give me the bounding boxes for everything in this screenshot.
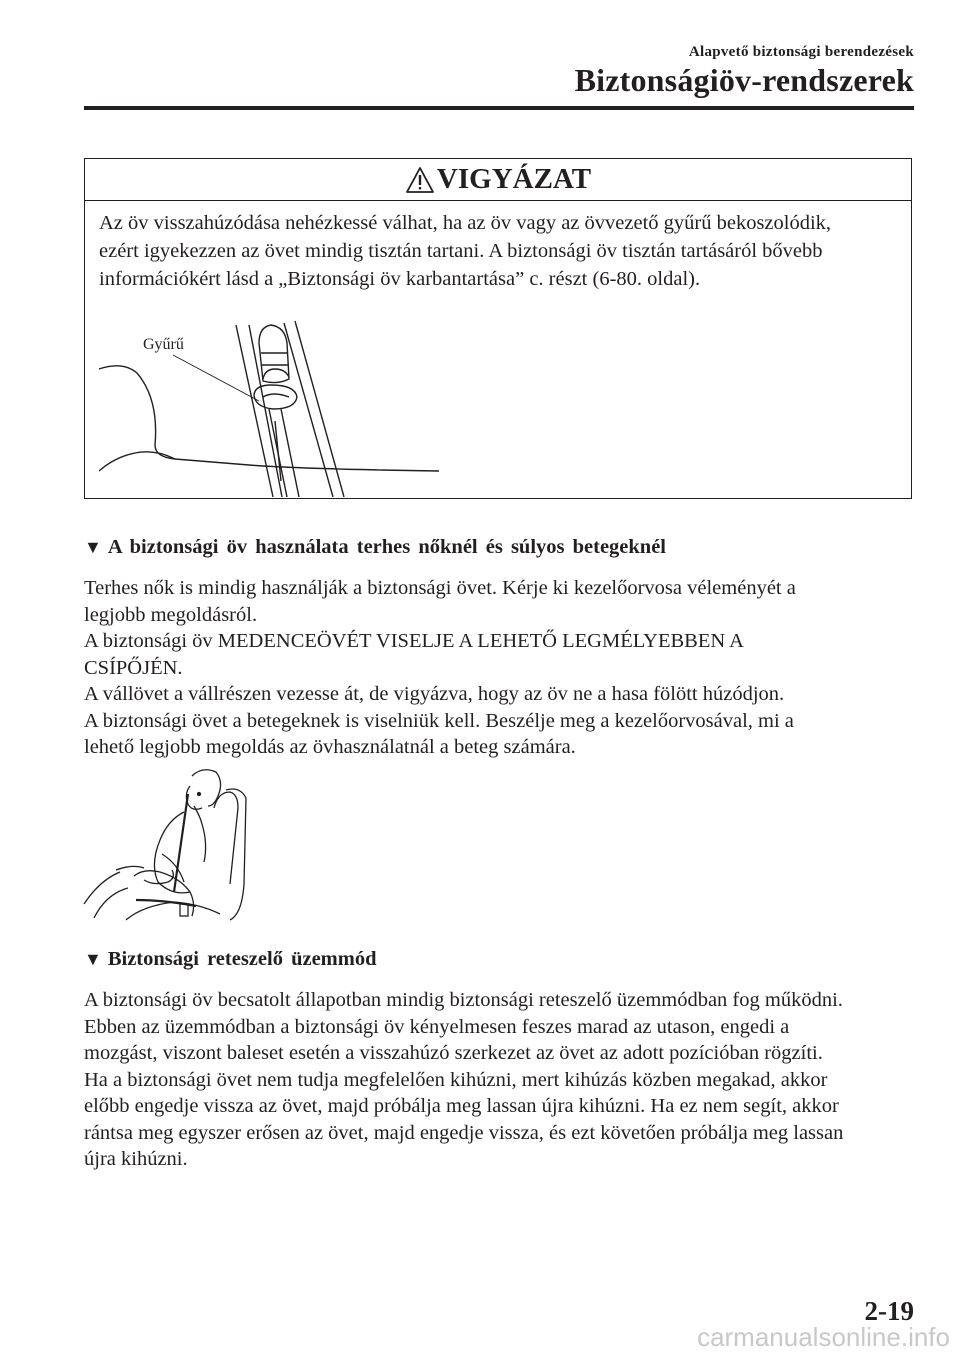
text-line: A biztonsági övet a betegeknek is viselniük kell. Beszélje meg a kezelőorvosával, mi a [84,709,794,732]
text-line: előbb engedje vissza az övet, majd próbálja meg lassan újra kihúzni. Ha ez nem segít, akkor [84,1095,839,1117]
page-title: Biztonságiöv-rendszerek [574,62,914,98]
warning-text [99,209,899,293]
watermark: carmanualsonline.info [697,1322,950,1352]
section-heading-locking-mode: ▼ Biztonsági reteszelő üzemmód [84,948,377,970]
text-line: újra kihúzni. [84,1148,188,1170]
text-line: Ha a biztonsági övet nem tudja megfelelően kihúzni, mert kihúzás közben megakad, akkor [84,1068,828,1091]
text-line: lehető legjobb megoldás az övhasználatnál a beteg számára. [84,736,576,758]
pregnant-passenger-figure [80,764,260,924]
text-line: mozgást, viszont baleset esetén a visszahúzó szerkezet az övet az adott pozícióban rögzíti. [84,1042,823,1064]
warning-line: Az öv visszahúzódása nehézkessé válhat, ha az öv vagy az övvezető gyűrű bekoszolódik, [99,212,832,234]
text-line: Terhes nők is mindig használják a biztonsági övet. Kérje ki kezelőorvosa véleményét a [84,577,796,599]
header-rule [84,106,914,110]
text-line: CSÍPŐJÉN. [84,656,183,679]
text-line: A biztonsági öv MEDENCEÖVÉT VISELJE A LEHETŐ LEGMÉLYEBBEN A [84,630,744,652]
pregnancy-paragraph [84,575,919,761]
section-heading-pregnancy: ▼ A biztonsági öv használata terhes nőknél és súlyos betegeknél [84,536,666,558]
ring-label: Gyűrű [143,336,184,353]
header-section: Alapvető biztonsági berendezések [688,44,914,60]
text-line: A vállövet a vállrészen vezesse át, de vigyázva, hogy az öv ne a hasa fölött húzódjon. [84,683,785,705]
locking-mode-paragraph [84,987,919,1173]
warning-heading [85,159,911,201]
text-line: Ebben az üzemmódban a biztonsági öv kényelmesen feszes marad az utason, engedi a [84,1015,790,1038]
text-line: rántsa meg egyszer erősen az övet, majd engedje vissza, és ezt követően próbálja meg lassan [84,1121,844,1144]
section-marker-icon: ▼ [84,537,102,557]
text-line: A biztonsági öv becsatolt állapotban mindig biztonsági reteszelő üzemmódban fog működni. [84,989,843,1011]
warning-line: ezért igyekezzen az övet mindig tisztán tartani. A biztonsági öv tisztán tartásáról bővebb [99,240,823,262]
warning-box [84,158,912,499]
warning-heading-text: VIGYÁZAT [436,163,592,195]
section-marker-icon: ▼ [84,949,102,969]
seatbelt-ring-figure [99,311,439,497]
text-line: legjobb megoldásról. [84,603,258,626]
page-number: 2-19 [864,1296,914,1326]
warning-line: információkért lásd a „Biztonsági öv karbantartása” c. részt (6-80. oldal). [99,268,701,290]
warning-triangle-icon [405,166,435,194]
